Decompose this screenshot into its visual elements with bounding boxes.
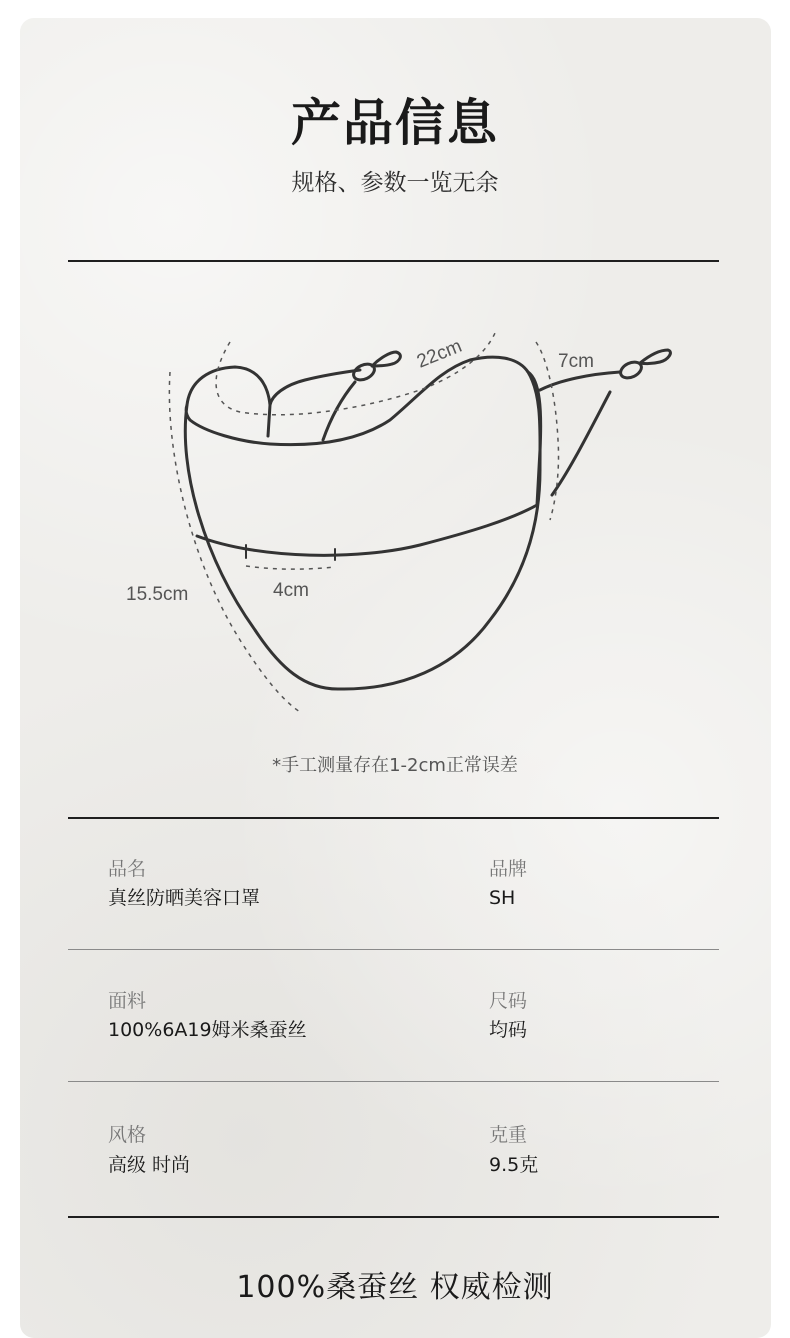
spec-label-brand: 品牌 xyxy=(489,858,528,880)
spec-value-brand: SH xyxy=(489,887,516,909)
page-subtitle: 规格、参数一览无余 xyxy=(291,170,499,196)
mask-size-diagram xyxy=(0,270,790,740)
spec-label-fabric: 面料 xyxy=(108,990,147,1012)
divider-specs-bottom xyxy=(68,1216,719,1218)
measurement-note: *手工测量存在1-2cm正常误差 xyxy=(272,755,518,776)
dimension-label-7cm: 7cm xyxy=(558,351,594,372)
divider-row-2 xyxy=(68,1081,719,1082)
spec-value-fabric: 100%6A19姆米桑蚕丝 xyxy=(108,1019,307,1041)
divider-top xyxy=(68,260,719,262)
spec-value-size: 均码 xyxy=(489,1019,528,1041)
spec-value-weight: 9.5克 xyxy=(489,1154,539,1176)
dimension-label-4cm: 4cm xyxy=(273,580,309,601)
spec-label-product-name: 品名 xyxy=(108,858,147,880)
dimension-label-15-5cm: 15.5cm xyxy=(126,584,189,605)
mask-illustration xyxy=(0,270,790,740)
spec-label-size: 尺码 xyxy=(489,990,528,1012)
divider-row-1 xyxy=(68,949,719,950)
divider-specs-top xyxy=(68,817,719,819)
spec-label-style: 风格 xyxy=(108,1124,147,1146)
section-title-certification: 100%桑蚕丝 权威检测 xyxy=(236,1270,554,1305)
spec-value-product-name: 真丝防晒美容口罩 xyxy=(108,887,261,909)
dimension-label-22cm: 22cm xyxy=(414,335,465,373)
page-title: 产品信息 xyxy=(291,94,499,152)
spec-value-style: 高级 时尚 xyxy=(108,1154,191,1176)
mask-outline xyxy=(185,350,670,689)
spec-label-weight: 克重 xyxy=(489,1124,528,1146)
